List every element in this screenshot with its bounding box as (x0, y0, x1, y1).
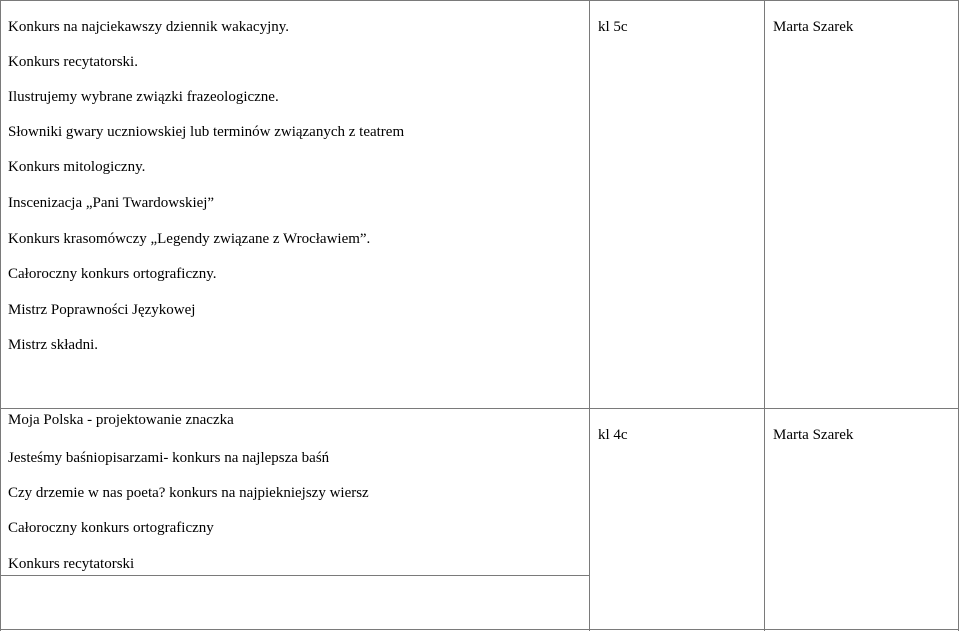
activity-item: Ilustrujemy wybrane związki frazeologiczne. (8, 89, 279, 105)
inner-row-divider (0, 575, 590, 576)
activity-item: Jesteśmy baśniopisarzami- konkurs na najlepsza baśń (8, 450, 330, 466)
table-border-left (0, 0, 1, 631)
activity-item: Mistrz składni. (8, 337, 98, 353)
teacher-cell: Marta Szarek (773, 19, 854, 35)
activity-item: Konkurs na najciekawszy dziennik wakacyjny. (8, 19, 290, 35)
table-border-top (0, 0, 959, 1)
class-cell: kl 5c (598, 19, 628, 35)
activity-item: Konkurs krasomówczy „Legendy związane z Wrocławiem”. (8, 231, 371, 247)
activity-item: Czy drzemie w nas poeta? konkurs na najpiekniejszy wiersz (8, 485, 369, 501)
row-divider (0, 408, 959, 409)
activity-item: Konkurs recytatorski. (8, 54, 138, 70)
column-divider-1 (589, 0, 590, 631)
activity-item: Konkurs mitologiczny. (8, 159, 146, 175)
activity-item: Słowniki gwary uczniowskiej lub terminów związanych z teatrem (8, 124, 405, 140)
activity-item: Inscenizacja „Pani Twardowskiej” (8, 195, 215, 211)
activity-item: Moja Polska - projektowanie znaczka (8, 412, 234, 428)
activity-item: Konkurs recytatorski (8, 556, 135, 572)
activity-item: Całoroczny konkurs ortograficzny (8, 520, 214, 536)
table-border-right (958, 0, 959, 631)
teacher-cell: Marta Szarek (773, 427, 854, 443)
table-border-bottom (0, 629, 959, 630)
activity-item: Mistrz Poprawności Językowej (8, 302, 196, 318)
activity-item: Całoroczny konkurs ortograficzny. (8, 266, 217, 282)
column-divider-2 (764, 0, 765, 631)
class-cell: kl 4c (598, 427, 628, 443)
